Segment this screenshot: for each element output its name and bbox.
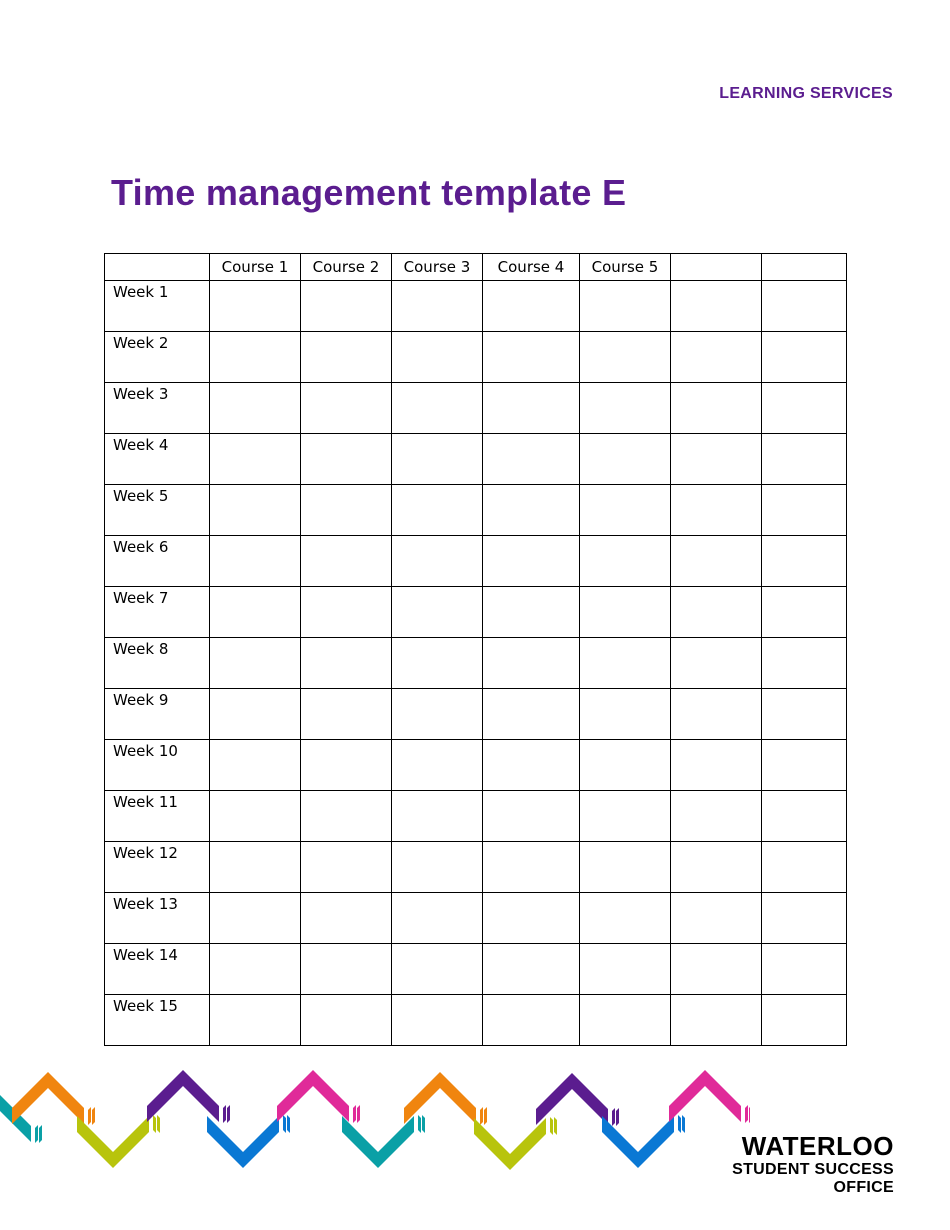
chevron-stripe [223, 1105, 226, 1123]
schedule-cell[interactable] [671, 536, 762, 587]
chevron-stripe [480, 1107, 483, 1125]
column-header: Course 5 [580, 254, 671, 281]
chevron-shape [77, 1116, 149, 1168]
schedule-cell[interactable] [483, 740, 580, 791]
chevron-stripe [39, 1125, 42, 1143]
chevron-stripe [616, 1108, 619, 1126]
chevron-stripe [88, 1107, 91, 1125]
chevron-stripe [484, 1107, 487, 1125]
schedule-cell[interactable] [392, 842, 483, 893]
table-row [105, 995, 847, 1046]
schedule-cell[interactable] [580, 740, 671, 791]
chevron-stripe [153, 1115, 156, 1133]
schedule-cell[interactable] [580, 893, 671, 944]
week-label: Week 15 [105, 995, 210, 1046]
chevron-stripe [418, 1115, 421, 1133]
chevron-stripe [422, 1115, 425, 1133]
schedule-cell[interactable] [580, 638, 671, 689]
schedule-cell[interactable] [580, 791, 671, 842]
schedule-cell[interactable] [671, 944, 762, 995]
table-row [105, 842, 847, 893]
week-label: Week 11 [105, 791, 210, 842]
schedule-cell[interactable] [210, 332, 301, 383]
schedule-cell[interactable] [671, 638, 762, 689]
schedule-cell[interactable] [392, 332, 483, 383]
schedule-cell[interactable] [580, 332, 671, 383]
schedule-cell[interactable] [392, 893, 483, 944]
schedule-cell[interactable] [762, 383, 847, 434]
schedule-cell[interactable] [483, 995, 580, 1046]
schedule-cell[interactable] [210, 944, 301, 995]
schedule-cell[interactable] [580, 383, 671, 434]
chevron-stripe [92, 1107, 95, 1125]
chevron-stripe [227, 1105, 230, 1123]
week-label: Week 9 [105, 689, 210, 740]
schedule-cell[interactable] [210, 383, 301, 434]
schedule-cell[interactable] [301, 740, 392, 791]
chevron-shape [277, 1070, 349, 1122]
chevron-stripe [678, 1115, 681, 1133]
schedule-cell[interactable] [671, 893, 762, 944]
table-row [105, 383, 847, 434]
schedule-cell[interactable] [580, 281, 671, 332]
column-header: Course 1 [210, 254, 301, 281]
schedule-cell[interactable] [210, 740, 301, 791]
table-row [105, 893, 847, 944]
table-row [105, 689, 847, 740]
week-label: Week 3 [105, 383, 210, 434]
column-header: Course 2 [301, 254, 392, 281]
schedule-cell[interactable] [580, 587, 671, 638]
table-row [105, 536, 847, 587]
schedule-cell[interactable] [301, 689, 392, 740]
logo-line-2: STUDENT SUCCESS [732, 1161, 894, 1178]
column-header [105, 254, 210, 281]
chevron-stripe [550, 1117, 553, 1135]
schedule-cell[interactable] [392, 791, 483, 842]
schedule-cell[interactable] [483, 536, 580, 587]
schedule-cell[interactable] [580, 995, 671, 1046]
schedule-cell[interactable] [762, 791, 847, 842]
schedule-cell[interactable] [210, 587, 301, 638]
schedule-cell[interactable] [762, 485, 847, 536]
table-row [105, 485, 847, 536]
chevron-stripe [612, 1108, 615, 1126]
schedule-cell[interactable] [210, 536, 301, 587]
schedule-cell[interactable] [392, 434, 483, 485]
schedule-cell[interactable] [671, 689, 762, 740]
schedule-cell[interactable] [392, 944, 483, 995]
table-header-row [105, 254, 847, 281]
table-row [105, 740, 847, 791]
schedule-cell[interactable] [392, 689, 483, 740]
schedule-cell[interactable] [301, 638, 392, 689]
chevron-shape [147, 1070, 219, 1122]
schedule-cell[interactable] [671, 281, 762, 332]
column-header: Course 4 [483, 254, 580, 281]
schedule-cell[interactable] [392, 485, 483, 536]
schedule-cell[interactable] [671, 434, 762, 485]
chevron-shape [474, 1118, 546, 1170]
schedule-cell[interactable] [301, 281, 392, 332]
column-header: Course 3 [392, 254, 483, 281]
chevron-stripe [157, 1115, 160, 1133]
schedule-cell[interactable] [301, 332, 392, 383]
schedule-cell[interactable] [301, 791, 392, 842]
schedule-cell[interactable] [392, 281, 483, 332]
schedule-cell[interactable] [580, 434, 671, 485]
schedule-cell[interactable] [392, 995, 483, 1046]
department-label: LEARNING SERVICES [719, 85, 893, 102]
schedule-cell[interactable] [210, 281, 301, 332]
column-header [762, 254, 847, 281]
schedule-cell[interactable] [671, 332, 762, 383]
schedule-cell[interactable] [580, 536, 671, 587]
chevron-stripe [554, 1117, 557, 1135]
schedule-cell[interactable] [580, 485, 671, 536]
schedule-cell[interactable] [762, 944, 847, 995]
schedule-cell[interactable] [483, 281, 580, 332]
chevron-stripe [357, 1105, 360, 1123]
schedule-cell[interactable] [210, 842, 301, 893]
schedule-cell[interactable] [483, 638, 580, 689]
schedule-cell[interactable] [301, 842, 392, 893]
column-header [671, 254, 762, 281]
table-row [105, 281, 847, 332]
chevron-shape [12, 1072, 84, 1124]
schedule-cell[interactable] [762, 740, 847, 791]
schedule-cell[interactable] [483, 944, 580, 995]
schedule-cell[interactable] [762, 281, 847, 332]
week-label: Week 1 [105, 281, 210, 332]
week-label: Week 6 [105, 536, 210, 587]
schedule-cell[interactable] [762, 587, 847, 638]
schedule-cell[interactable] [392, 638, 483, 689]
schedule-cell[interactable] [301, 944, 392, 995]
chevron-banner-graphic [0, 1060, 750, 1185]
chevron-stripe [682, 1115, 685, 1133]
chevron-stripe [35, 1125, 38, 1143]
schedule-cell[interactable] [762, 689, 847, 740]
schedule-cell[interactable] [483, 689, 580, 740]
waterloo-logo [732, 1133, 894, 1196]
schedule-cell[interactable] [301, 587, 392, 638]
logo-line-1: WATERLOO [741, 1131, 894, 1161]
schedule-cell[interactable] [392, 383, 483, 434]
table-row [105, 332, 847, 383]
schedule-cell[interactable] [301, 434, 392, 485]
schedule-cell[interactable] [301, 995, 392, 1046]
schedule-cell[interactable] [301, 536, 392, 587]
week-label: Week 7 [105, 587, 210, 638]
week-label: Week 13 [105, 893, 210, 944]
schedule-cell[interactable] [671, 791, 762, 842]
schedule-cell[interactable] [483, 791, 580, 842]
chevron-stripe [745, 1105, 748, 1123]
schedule-table [104, 253, 847, 1046]
week-label: Week 8 [105, 638, 210, 689]
schedule-cell[interactable] [580, 689, 671, 740]
schedule-cell[interactable] [483, 332, 580, 383]
schedule-cell[interactable] [671, 485, 762, 536]
schedule-cell[interactable] [762, 842, 847, 893]
schedule-cell[interactable] [671, 740, 762, 791]
chevron-shape [536, 1073, 608, 1125]
schedule-cell[interactable] [210, 791, 301, 842]
schedule-cell[interactable] [762, 332, 847, 383]
schedule-cell[interactable] [483, 434, 580, 485]
schedule-cell[interactable] [483, 485, 580, 536]
schedule-cell[interactable] [210, 995, 301, 1046]
schedule-cell[interactable] [671, 383, 762, 434]
chevron-shape [207, 1116, 279, 1168]
schedule-cell[interactable] [210, 638, 301, 689]
logo-line-3: OFFICE [833, 1179, 894, 1196]
table-row [105, 587, 847, 638]
schedule-cell[interactable] [671, 842, 762, 893]
table-row [105, 791, 847, 842]
chevron-stripe [287, 1115, 290, 1133]
schedule-cell[interactable] [762, 893, 847, 944]
schedule-cell[interactable] [762, 995, 847, 1046]
schedule-cell[interactable] [483, 893, 580, 944]
week-label: Week 5 [105, 485, 210, 536]
schedule-cell[interactable] [483, 383, 580, 434]
schedule-cell[interactable] [301, 893, 392, 944]
chevron-stripe [283, 1115, 286, 1133]
schedule-cell[interactable] [301, 383, 392, 434]
chevron-stripe [749, 1105, 750, 1123]
chevron-stripe [353, 1105, 356, 1123]
week-label: Week 4 [105, 434, 210, 485]
week-label: Week 12 [105, 842, 210, 893]
schedule-cell[interactable] [392, 587, 483, 638]
schedule-cell[interactable] [762, 536, 847, 587]
chevron-shape [342, 1116, 414, 1168]
schedule-cell[interactable] [580, 944, 671, 995]
table-row [105, 434, 847, 485]
schedule-cell[interactable] [392, 740, 483, 791]
schedule-cell[interactable] [483, 842, 580, 893]
schedule-cell[interactable] [210, 485, 301, 536]
schedule-cell[interactable] [483, 587, 580, 638]
schedule-cell[interactable] [210, 893, 301, 944]
week-label: Week 2 [105, 332, 210, 383]
schedule-cell[interactable] [762, 638, 847, 689]
table-row [105, 638, 847, 689]
schedule-cell[interactable] [671, 587, 762, 638]
schedule-cell[interactable] [762, 434, 847, 485]
week-label: Week 10 [105, 740, 210, 791]
schedule-cell[interactable] [210, 689, 301, 740]
schedule-cell[interactable] [210, 434, 301, 485]
table-row [105, 944, 847, 995]
schedule-cell[interactable] [301, 485, 392, 536]
schedule-cell[interactable] [580, 842, 671, 893]
week-label: Week 14 [105, 944, 210, 995]
chevron-shape [404, 1072, 476, 1124]
chevron-shape [669, 1070, 741, 1122]
schedule-cell[interactable] [671, 995, 762, 1046]
schedule-cell[interactable] [392, 536, 483, 587]
page-title: Time management template E [111, 172, 627, 213]
